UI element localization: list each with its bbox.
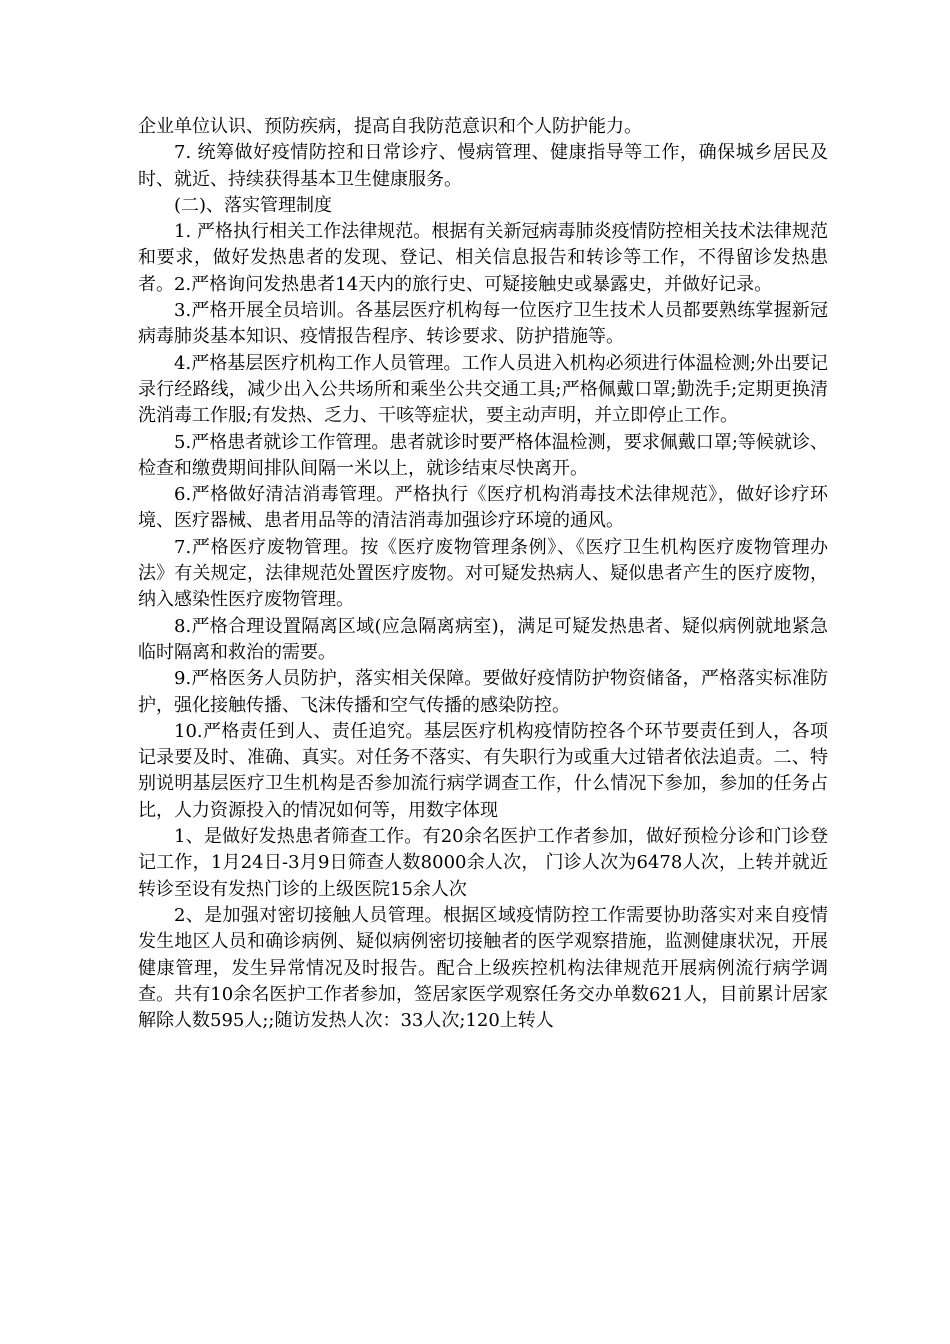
paragraph-continued-intro: 企业单位认识、预防疾病，提高自我防范意识和个人防护能力。 <box>138 116 642 137</box>
paragraph-item-3-training: 3.严格开展全员培训。各基层医疗机构每一位医疗卫生技术人员都要熟练掌握新冠病毒肺炎基本知识、疫情报告程序、转诊要求、防护措施等。 <box>138 300 828 348</box>
paragraph-item-6-disinfection: 6.严格做好清洁消毒管理。严格执行《医疗机构消毒技术法律规范》，做好诊疗环境、医疗器械、患者用品等的清洁消毒加强诊疗环境的通风。 <box>138 484 828 532</box>
paragraph-item-5-patient-management: 5.严格患者就诊工作管理。患者就诊时要严格体温检测，要求佩戴口罩;等候就诊、检查和缴费期间排队间隔一米以上，就诊结束尽快离开。 <box>138 431 828 479</box>
paragraph-item-7-coordination: 7. 统筹做好疫情防控和日常诊疗、慢病管理、健康指导等工作，确保城乡居民及时、就近、持续获得基本卫生健康服务。 <box>138 142 828 190</box>
paragraph-item-8-isolation-area: 8.严格合理设置隔离区域(应急隔离病室)，满足可疑发热患者、疑似病例就地紧急临时隔离和救治的需要。 <box>138 615 828 663</box>
paragraph-point-1-fever-screening: 1、是做好发热患者筛查工作。有20余名医护工作者参加，做好预检分诊和门诊登记工作，1月24日-3月9日筛查人数8000余人次， 门诊人次为6478人次，上转并就近转诊至设有发热门诊的上级医院15余人次 <box>138 826 828 900</box>
document-body <box>138 114 828 1034</box>
paragraph-item-7-medical-waste: 7.严格医疗废物管理。按《医疗废物管理条例》、《医疗卫生机构医疗废物管理办法》有关规定，法律规范处置医疗废物。对可疑发热病人、疑似患者产生的医疗废物，纳入感染性医疗废物管理。 <box>138 536 828 611</box>
paragraph-item-9-staff-protection: 9.严格医务人员防护，落实相关保障。要做好疫情防护物资储备，严格落实标准防护，强化接触传播、飞沫传播和空气传播的感染防控。 <box>138 668 828 716</box>
paragraph-item-4-staff-management: 4.严格基层医疗机构工作人员管理。工作人员进入机构必须进行体温检测;外出要记录行经路线，减少出入公共场所和乘坐公共交通工具;严格佩戴口罩;勤洗手;定期更换清洗消毒工作服;有发热、乏力、干咳等症状，要主动声明，并立即停止工作。 <box>138 352 828 427</box>
paragraph-item-1-2-regulations: 1. 严格执行相关工作法律规范。根据有关新冠病毒肺炎疫情防控相关技术法律规范和要求，做好发热患者的发现、登记、相关信息报告和转诊等工作，不得留诊发热患者。2.严格询问发热患者14天内的旅行史、可疑接触史或暴露史，并做好记录。 <box>138 221 828 295</box>
paragraph-item-10-accountability: 10.严格责任到人、责任追究。基层医疗机构疫情防控各个环节要责任到人，各项记录要及时、准确、真实。对任务不落实、有失职行为或重大过错者依法追责。二、特别说明基层医疗卫生机构是否参加流行病学调查工作，什么情况下参加，参加的任务占比，人力资源投入的情况如何等，用数字体现 <box>138 720 828 821</box>
section-heading-management-system: (二)、落实管理制度 <box>174 194 333 216</box>
paragraph-point-2-close-contacts: 2、是加强对密切接触人员管理。根据区域疫情防控工作需要协助落实对来自疫情发生地区人员和确诊病例、疑似病例密切接触者的医学观察措施，监测健康状况，开展健康管理，发生异常情况及时报告。配合上级疾控机构法律规范开展病例流行病学调查。共有10余名医护工作者参加，签居家医学观察任务交办单数621人，目前累计居家解除人数595人;;随访发热人次：33人次;120上转人 <box>138 904 828 1032</box>
